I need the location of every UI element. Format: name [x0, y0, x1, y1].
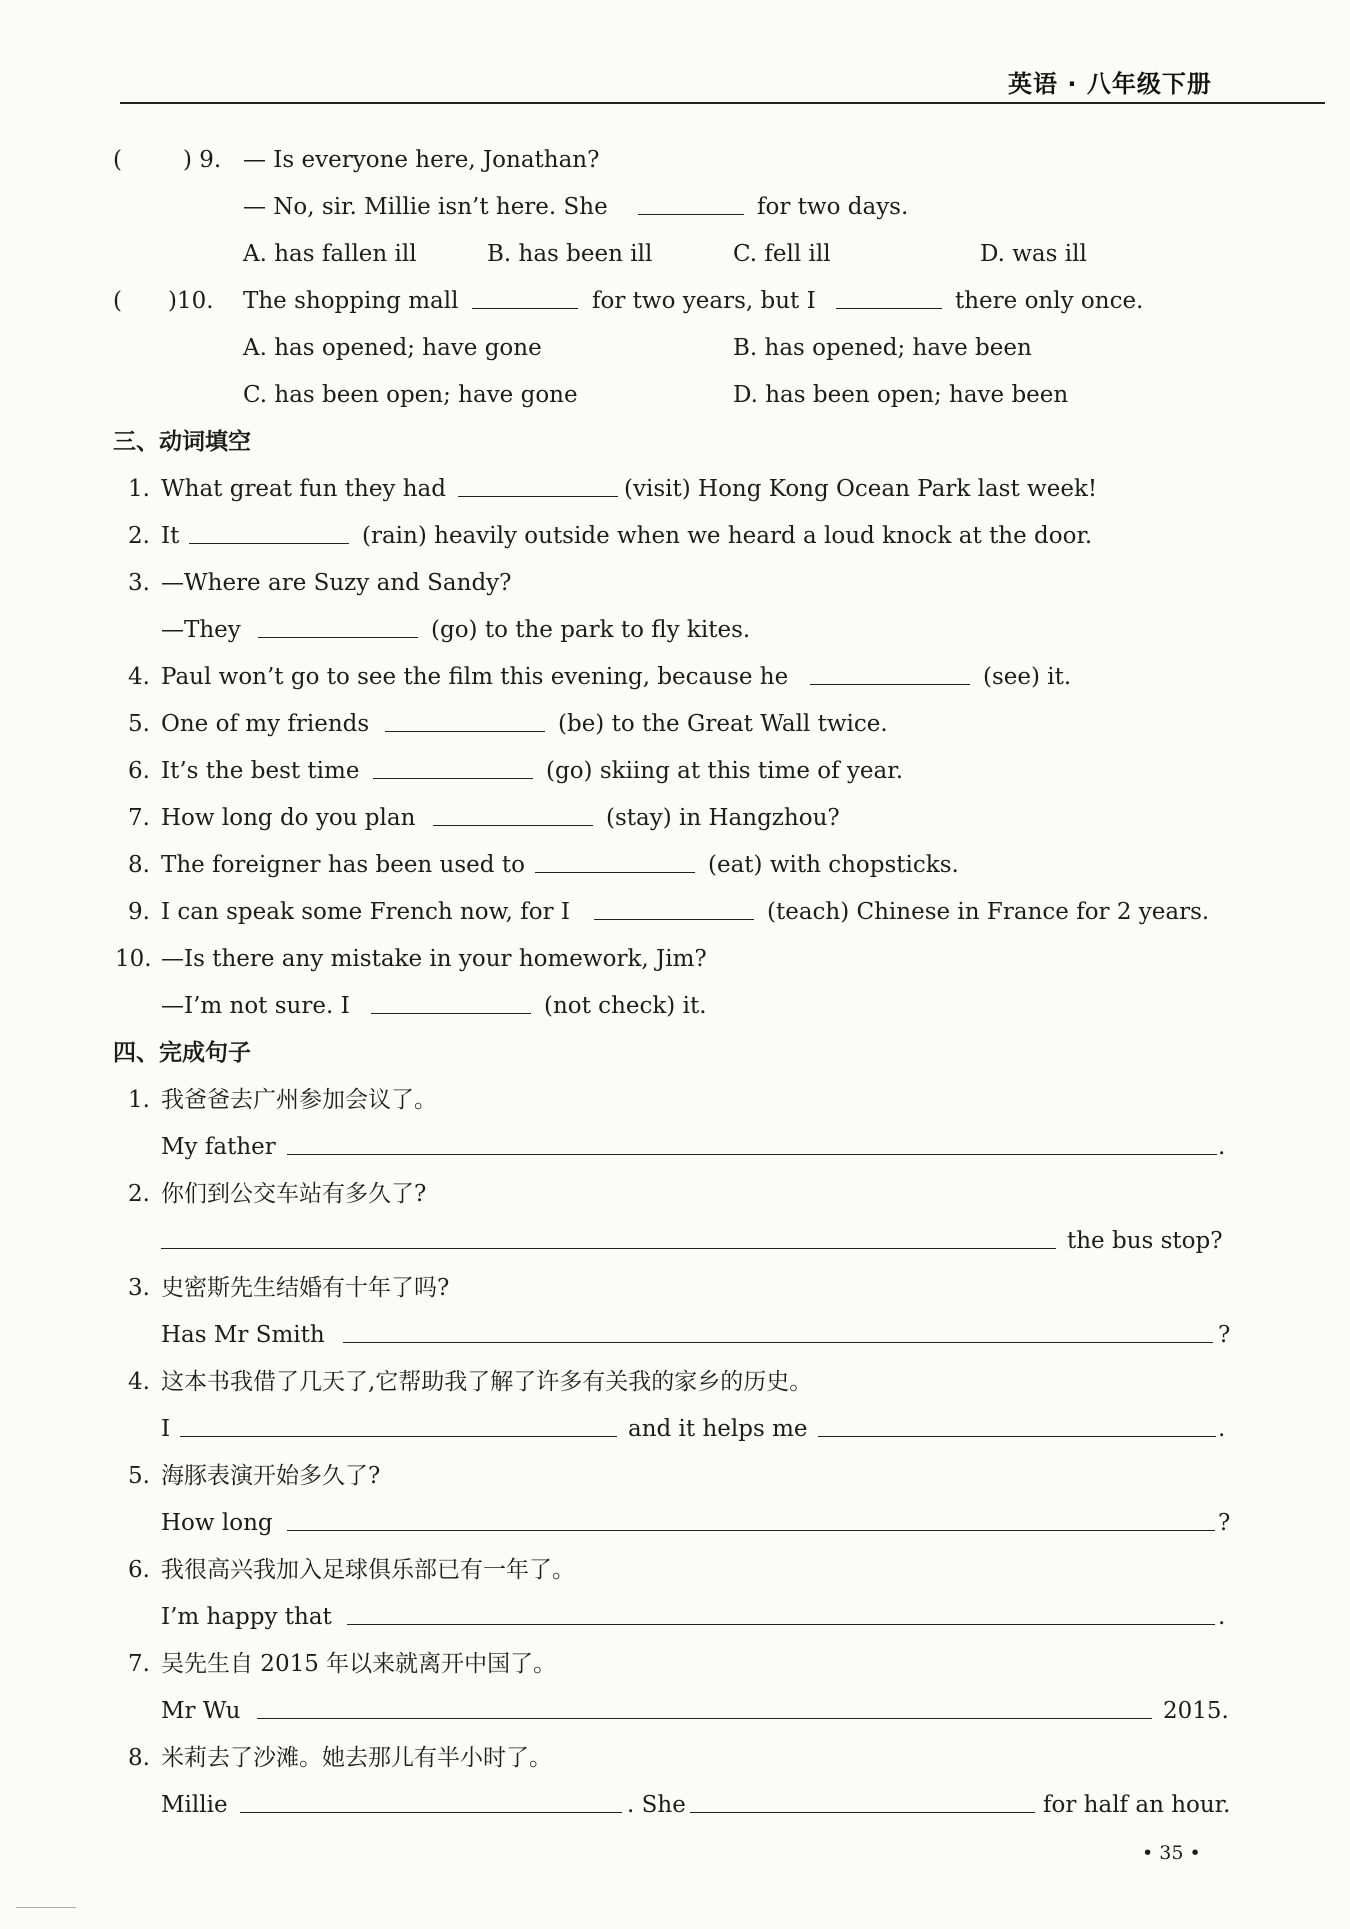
- chinese-prompt: 这本书我借了几天了,它帮助我了解了许多有关我的家乡的历史。: [161, 1369, 813, 1395]
- answer-blank[interactable]: [189, 543, 349, 544]
- item-hint: (go) skiing at this time of year.: [546, 758, 904, 784]
- item-hint: (eat) with chopsticks.: [708, 852, 959, 878]
- item-hint: (be) to the Great Wall twice.: [558, 711, 888, 737]
- answer-blank[interactable]: [535, 872, 695, 873]
- dialogue-text: — No, sir. Millie isn’t here. She: [243, 194, 608, 220]
- sentence-end: .: [1218, 1416, 1226, 1442]
- item-number: 9.: [128, 899, 150, 925]
- item-text: What great fun they had: [161, 476, 446, 502]
- sentence-end: .: [1218, 1604, 1226, 1630]
- answer-blank[interactable]: [836, 308, 942, 309]
- chinese-prompt: 我爸爸去广州参加会议了。: [161, 1087, 437, 1113]
- answer-blank[interactable]: [594, 919, 754, 920]
- item-number: 2.: [128, 1181, 150, 1207]
- answer-blank[interactable]: [433, 825, 593, 826]
- item-number: 8.: [128, 1745, 150, 1771]
- item-hint: (stay) in Hangzhou?: [606, 805, 840, 831]
- item-number: 3.: [128, 1275, 150, 1301]
- option-a: A. has opened; have gone: [243, 335, 542, 361]
- question-number: )10.: [168, 288, 214, 314]
- item-hint: (visit) Hong Kong Ocean Park last week!: [624, 476, 1098, 502]
- answer-blank[interactable]: [385, 731, 545, 732]
- item-number: 7.: [128, 805, 150, 831]
- answer-blank[interactable]: [373, 778, 533, 779]
- sentence-start: How long: [161, 1510, 273, 1536]
- item-hint: (teach) Chinese in France for 2 years.: [767, 899, 1210, 925]
- sentence-start: I: [161, 1416, 171, 1442]
- answer-blank[interactable]: [638, 214, 744, 215]
- item-text: Paul won’t go to see the film this evening, because he: [161, 664, 789, 690]
- item-number: 1.: [128, 476, 150, 502]
- sentence-middle: . She: [627, 1792, 686, 1818]
- question-stem: for two years, but I: [592, 288, 816, 314]
- sentence-end: the bus stop?: [1067, 1228, 1223, 1254]
- answer-blank[interactable]: [287, 1530, 1215, 1531]
- answer-blank[interactable]: [257, 1718, 1152, 1719]
- item-number: 5.: [128, 1463, 150, 1489]
- item-hint: (go) to the park to fly kites.: [431, 617, 751, 643]
- answer-blank[interactable]: [690, 1812, 1035, 1813]
- chinese-prompt: 史密斯先生结婚有十年了吗?: [161, 1275, 450, 1301]
- chinese-prompt: 吴先生自 2015 年以来就离开中国了。: [161, 1651, 557, 1677]
- question-stem: there only once.: [955, 288, 1144, 314]
- answer-blank[interactable]: [180, 1436, 617, 1437]
- answer-blank[interactable]: [343, 1342, 1213, 1343]
- sentence-start: Has Mr Smith: [161, 1322, 325, 1348]
- sentence-end: ?: [1218, 1322, 1231, 1348]
- answer-blank[interactable]: [161, 1248, 1056, 1249]
- item-number: 4.: [128, 1369, 150, 1395]
- sentence-start: My father: [161, 1134, 276, 1160]
- item-text: How long do you plan: [161, 805, 416, 831]
- option-b: B. has been ill: [487, 241, 653, 267]
- sentence-start: Mr Wu: [161, 1698, 241, 1724]
- item-number: 3.: [128, 570, 150, 596]
- item-number: 2.: [128, 523, 150, 549]
- item-text: One of my friends: [161, 711, 370, 737]
- item-text: —They: [161, 617, 241, 643]
- chinese-prompt: 米莉去了沙滩。她去那儿有半小时了。: [161, 1745, 552, 1771]
- answer-blank[interactable]: [818, 1436, 1216, 1437]
- chinese-prompt: 海豚表演开始多久了?: [161, 1463, 381, 1489]
- item-hint: (rain) heavily outside when we heard a loud knock at the door.: [362, 523, 1093, 549]
- question-number: ) 9.: [183, 147, 222, 173]
- item-text: It: [161, 523, 180, 549]
- item-hint: (not check) it.: [544, 993, 707, 1019]
- sentence-end: .: [1218, 1134, 1226, 1160]
- option-c: C. fell ill: [733, 241, 831, 267]
- answer-blank[interactable]: [458, 496, 618, 497]
- page-edge-mark: [16, 1907, 76, 1908]
- item-number: 8.: [128, 852, 150, 878]
- section-title: 四、完成句子: [113, 1040, 251, 1066]
- chinese-prompt: 我很高兴我加入足球俱乐部已有一年了。: [161, 1557, 575, 1583]
- answer-blank[interactable]: [810, 684, 970, 685]
- answer-blank[interactable]: [258, 637, 418, 638]
- item-text: —Is there any mistake in your homework, Jim?: [161, 946, 707, 972]
- item-text: —I’m not sure. I: [161, 993, 350, 1019]
- option-a: A. has fallen ill: [243, 241, 417, 267]
- chinese-prompt: 你们到公交车站有多久了?: [161, 1181, 427, 1207]
- item-text: The foreigner has been used to: [161, 852, 525, 878]
- option-c: C. has been open; have gone: [243, 382, 578, 408]
- sentence-end: 2015.: [1163, 1698, 1229, 1724]
- item-hint: (see) it.: [983, 664, 1072, 690]
- dialogue-text: for two days.: [757, 194, 909, 220]
- item-number: 6.: [128, 758, 150, 784]
- item-text: —Where are Suzy and Sandy?: [161, 570, 512, 596]
- item-number: 4.: [128, 664, 150, 690]
- section-title: 三、动词填空: [113, 429, 251, 455]
- question-stem: — Is everyone here, Jonathan?: [243, 147, 600, 173]
- header-rule: [120, 102, 1325, 104]
- answer-paren-open: (: [113, 147, 122, 173]
- option-b: B. has opened; have been: [733, 335, 1032, 361]
- page-number: • 35 •: [1142, 1842, 1201, 1864]
- item-text: It’s the best time: [161, 758, 360, 784]
- answer-blank[interactable]: [371, 1013, 531, 1014]
- option-d: D. was ill: [980, 241, 1087, 267]
- sentence-start: I’m happy that: [161, 1604, 332, 1630]
- answer-blank[interactable]: [472, 308, 578, 309]
- question-stem: The shopping mall: [243, 288, 459, 314]
- option-d: D. has been open; have been: [733, 382, 1069, 408]
- sentence-end: ?: [1218, 1510, 1231, 1536]
- answer-blank[interactable]: [240, 1812, 622, 1813]
- item-number: 5.: [128, 711, 150, 737]
- answer-blank[interactable]: [287, 1154, 1217, 1155]
- sentence-end: for half an hour.: [1043, 1792, 1231, 1818]
- answer-paren-open: (: [113, 288, 122, 314]
- sentence-middle: and it helps me: [628, 1416, 808, 1442]
- item-number: 10.: [115, 946, 152, 972]
- item-text: I can speak some French now, for I: [161, 899, 570, 925]
- item-number: 7.: [128, 1651, 150, 1677]
- header-title: 英语 · 八年级下册: [1008, 70, 1212, 98]
- item-number: 1.: [128, 1087, 150, 1113]
- sentence-start: Millie: [161, 1792, 228, 1818]
- item-number: 6.: [128, 1557, 150, 1583]
- answer-blank[interactable]: [347, 1624, 1215, 1625]
